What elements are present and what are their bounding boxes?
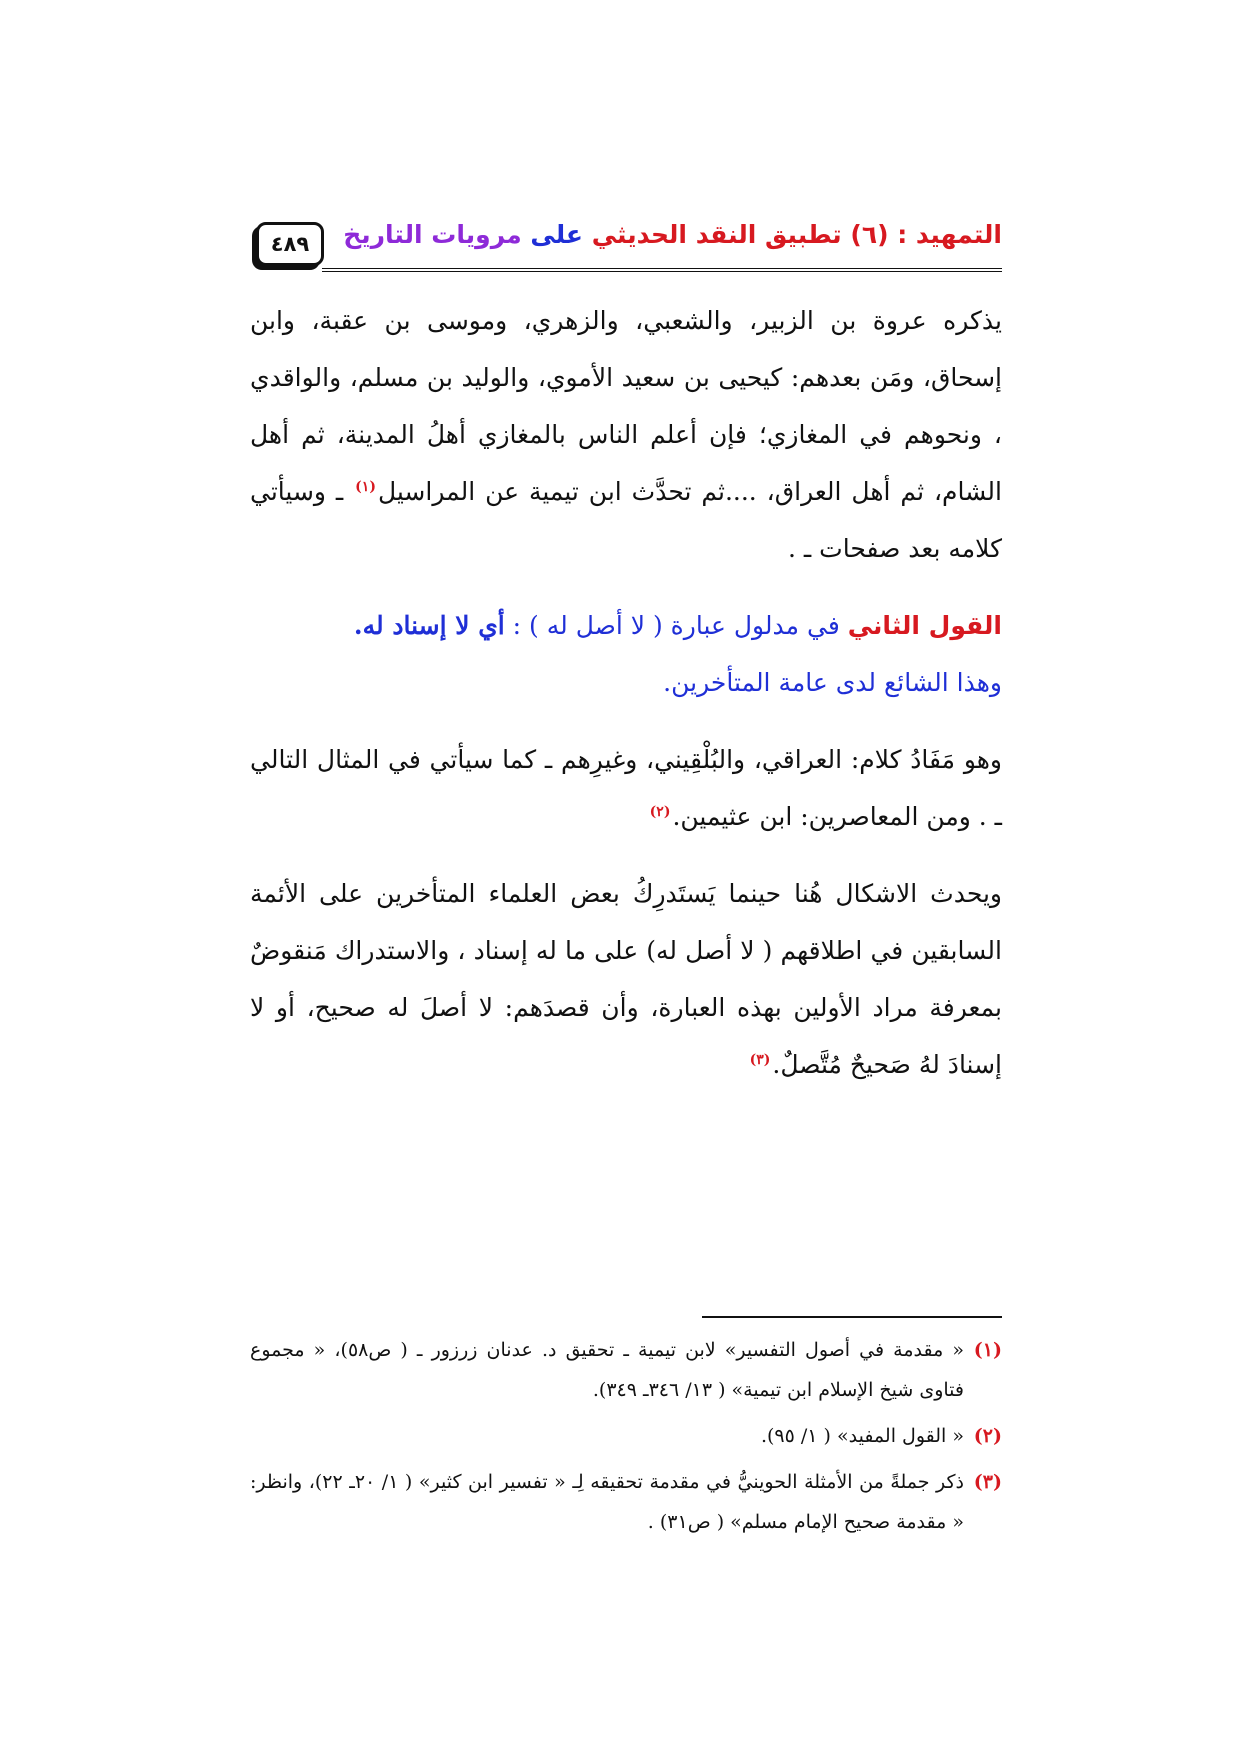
spacer <box>250 711 1002 731</box>
footnote-ref-3: (٣) <box>749 1051 771 1068</box>
paragraph-3: وهذا الشائع لدى عامة المتأخرين. <box>663 668 1002 697</box>
paragraph-1 <box>250 292 1002 577</box>
footnote-1-number: (١) <box>973 1339 1002 1361</box>
footnote-ref-1: (١) <box>355 478 376 495</box>
running-title-part1: التمهيد : (٦) تطبيق النقد الحديثي <box>591 220 1002 249</box>
footnote-3 <box>250 1462 1002 1542</box>
footnote-2-number: (٢) <box>973 1425 1002 1447</box>
paragraph-5 <box>250 865 1002 1093</box>
document-page <box>250 218 1002 1533</box>
footnote-1-text: « مقدمة في أصول التفسير» لابن تيمية ـ تحقيق د. عدنان زرزور ـ ( ص٥٨)، « مجموع فتاوى شيخ الإسلام ابن تيمية» ( ١٣/ ٣٤٦ـ ٣٤٩). <box>250 1339 965 1401</box>
paragraph-5-text: ويحدث الاشكال هُنا حينما يَستَدرِكُ بعض العلماء المتأخرين على الأئمة السابقين في اطلاقهم ( لا أصل له) على ما له إسناد ، والاستدراك مَنقوضٌ بمعرفة مراد الأولين بهذه العبارة، وأن قصدَهم: لا أصلَ له صحيح، أو لا إسنادَ لهُ صَحيحٌ مُتَّصلٌ. <box>250 879 1002 1079</box>
running-title-part2: على <box>521 220 592 249</box>
spacer <box>250 577 1002 597</box>
footnotes <box>250 1330 1002 1542</box>
footnote-3-text: ذكر جملةً من الأمثلة الحوينيُّ في مقدمة تحقيقه لِـ « تفسير ابن كثير» ( ١/ ٢٠ـ ٢٢)، وانظر: « مقدمة صحيح الإمام مسلم» ( ص٣١) . <box>250 1471 964 1533</box>
footnote-1 <box>250 1330 1002 1410</box>
running-title-part3: مرويات التاريخ <box>343 220 522 249</box>
footnote-2 <box>250 1416 1002 1456</box>
footnote-ref-2: (٢) <box>649 803 671 820</box>
paragraph-4-text: وهو مَفَادُ كلام: العراقي، والبُلْقِيني، وغيرِهم ـ كما سيأتي في المثال التالي ـ . ومن المعاصرين: ابن عثيمين. <box>250 745 1002 831</box>
footnote-3-number: (٣) <box>973 1471 1002 1493</box>
paragraph-4 <box>250 731 1002 845</box>
paragraph-2-text: في مدلول عبارة ( لا أصل له ) : <box>504 611 848 640</box>
paragraph-2 <box>250 597 1002 654</box>
page-header <box>250 218 1002 276</box>
running-title <box>343 220 1002 249</box>
paragraph-2-emphasis: أي لا إسناد له. <box>353 611 505 640</box>
page-number: ٤٨٩ <box>256 222 324 266</box>
header-rule <box>322 268 1002 272</box>
paragraph-1-text: يذكره عروة بن الزبير، والشعبي، والزهري، وموسى بن عقبة، وابن إسحاق، ومَن بعدهم: كيحيى بن سعيد الأموي، والوليد بن مسلم، والواقدي ، ونحوهم في المغازي؛ فإن أعلم الناس بالمغازي أهلُ المدينة، ثم أهل الشام، ثم أهل العراق، ....ثم تحدَّث ابن تيمية عن المراسيل <box>250 306 1002 506</box>
footnote-separator <box>702 1316 1002 1318</box>
footnote-2-text: « القول المفيد» ( ١/ ٩٥). <box>760 1425 964 1447</box>
paragraph-2-heading: القول الثاني <box>847 611 1002 640</box>
spacer <box>250 845 1002 865</box>
main-text <box>250 292 1002 1093</box>
paragraph-1-tail: ـ وسيأتي كلامه بعد صفحات ـ . <box>250 477 1002 563</box>
